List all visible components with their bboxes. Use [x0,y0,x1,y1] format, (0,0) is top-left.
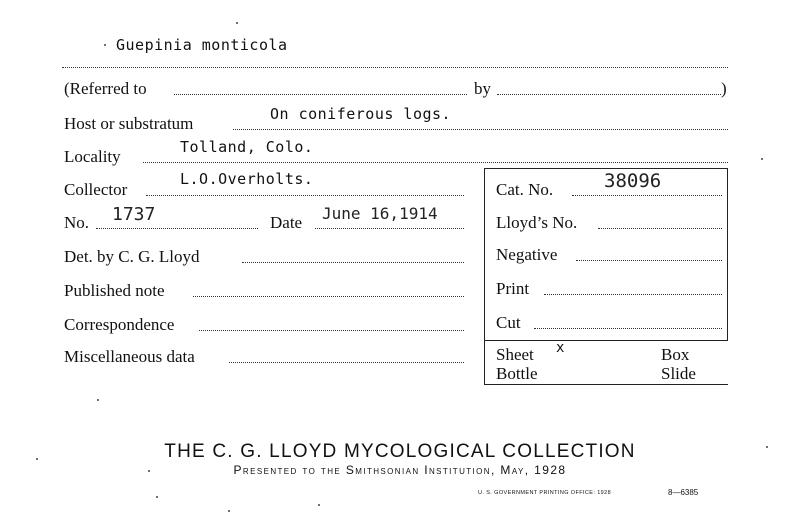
species-name: Guepinia monticola [116,36,288,54]
species-rule [62,67,728,68]
referred-to-label: (Referred to [64,79,147,98]
slide-label: Slide [661,364,696,383]
negative-line [576,260,722,261]
box-bottom-border [484,384,728,385]
locality-label: Locality [64,147,121,166]
number-line [96,228,258,229]
date-label: Date [270,213,303,232]
by-label: by [474,79,491,98]
lloyds-no-line [598,228,722,229]
collector-line [146,195,464,196]
negative-label: Negative [496,245,558,264]
cat-no-value: 38096 [604,170,662,192]
correspondence-label: Correspondence [64,315,175,334]
cut-line [534,328,722,329]
print-line [544,294,722,295]
locality-line [143,162,728,163]
published-note-line [193,296,464,297]
scan-speck [104,44,106,46]
scan-speck [761,158,763,160]
published-note-label: Published note [64,281,165,300]
box-divider [484,340,728,341]
number-label: No. [64,213,90,232]
collector-label: Collector [64,180,128,199]
collector-value: L.O.Overholts. [180,170,314,188]
scan-speck [36,458,38,460]
sheet-label: Sheet [496,345,534,364]
scan-speck [97,399,99,401]
scan-speck [766,446,768,448]
locality-value: Tolland, Colo. [180,138,314,156]
cat-no-line [572,195,722,196]
host-label: Host or substratum [64,114,194,133]
close-paren: ) [721,79,727,98]
cat-no-label: Cat. No. [496,180,554,199]
host-value: On coniferous logs. [270,105,452,123]
collection-subtitle: Presented to the Smithsonian Institution, May, 1928 [233,463,567,477]
by-line [497,94,721,95]
lloyds-no-label: Lloyd’s No. [496,213,578,232]
number-value: 1737 [112,204,156,225]
referred-to-line [174,94,467,95]
cut-label: Cut [496,313,521,332]
misc-label: Miscellaneous data [64,347,195,366]
det-by-line [242,262,464,263]
correspondence-line [199,330,464,331]
bottle-label: Bottle [496,364,538,383]
box-left-border [484,168,485,385]
date-value: June 16,1914 [322,204,438,223]
form-number: 8—6385 [668,488,699,497]
collection-title: THE C. G. LLOYD MYCOLOGICAL COLLECTION [164,441,636,462]
date-line [315,228,464,229]
box-top-border [484,168,728,169]
print-label: Print [496,279,530,298]
scan-speck [156,496,158,498]
scan-speck [236,22,238,24]
scan-speck [318,504,320,506]
host-line [233,129,728,130]
box-right-border [727,168,728,340]
misc-line [229,362,464,363]
scan-speck [228,510,230,512]
scan-speck [148,470,150,472]
sheet-mark: x [556,340,565,356]
printer-imprint: U. S. GOVERNMENT PRINTING OFFICE: 1928 [478,490,612,496]
det-by-label: Det. by C. G. Lloyd [64,247,200,266]
box-label: Box [661,345,690,364]
